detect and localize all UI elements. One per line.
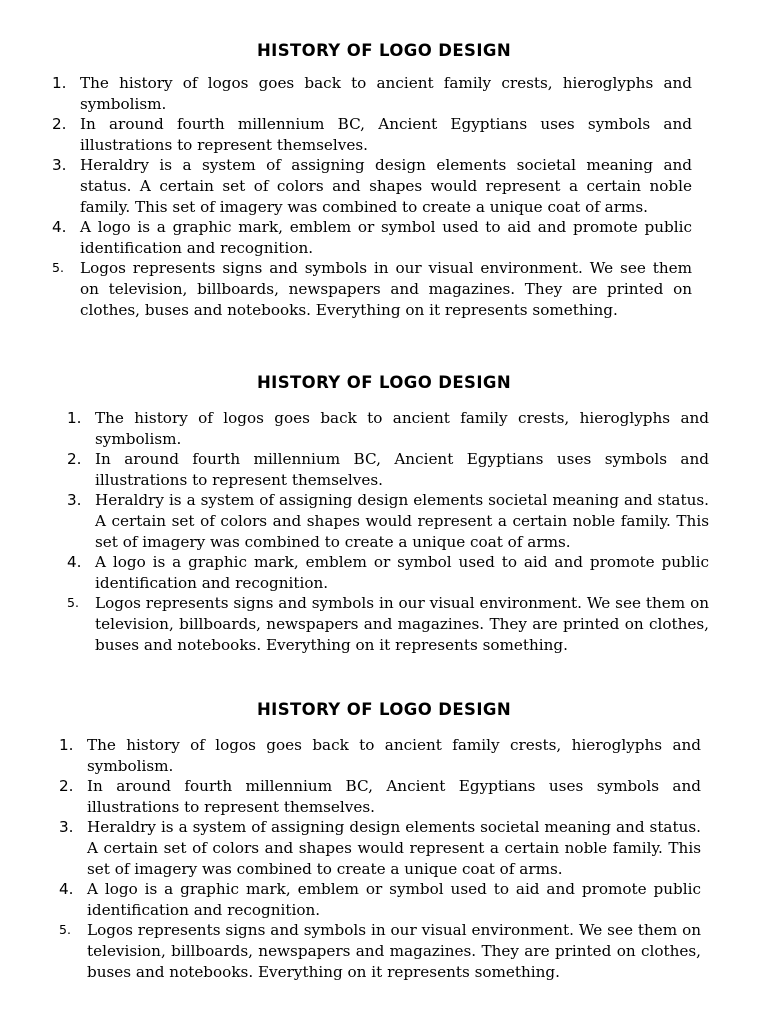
list-item	[67, 552, 709, 593]
item-number: 4.	[52, 218, 67, 237]
list-item	[67, 490, 709, 552]
list-item	[59, 735, 701, 776]
item-text: In around fourth millennium BC, Ancient Egyptians uses symbols and illustrations to represent themselves.	[80, 115, 692, 154]
item-number: 1.	[67, 409, 82, 427]
item-number: 5.	[52, 260, 64, 276]
list-item	[52, 155, 692, 217]
item-text: Logos represents signs and symbols in our visual environment. We see them on television, billboards, newspapers and magazines. They are printed on clothes, buses and notebooks. Everything on it represents something.	[80, 259, 692, 319]
item-number: 5.	[59, 922, 71, 938]
list-item	[59, 776, 701, 817]
list-item	[59, 879, 701, 920]
item-number: 3.	[52, 156, 67, 175]
numbered-list	[52, 73, 692, 320]
list-item	[52, 258, 692, 320]
item-text: A logo is a graphic mark, emblem or symbol used to aid and promote public identification and recognition.	[80, 218, 692, 257]
item-text: Heraldry is a system of assigning design elements societal meaning and status. A certain set of colors and shapes would represent a certain noble family. This set of imagery was combined to create a unique coat of arms.	[95, 491, 709, 551]
section-title: HISTORY OF LOGO DESIGN	[256, 700, 512, 719]
item-number: 2.	[59, 777, 74, 796]
item-text: The history of logos goes back to ancient family crests, hieroglyphs and symbolism.	[87, 736, 701, 775]
item-number: 1.	[52, 74, 67, 92]
item-text: A logo is a graphic mark, emblem or symbol used to aid and promote public identification and recognition.	[87, 880, 701, 919]
list-item	[67, 449, 709, 490]
item-number: 5.	[67, 595, 79, 611]
list-item	[59, 817, 701, 879]
item-text: The history of logos goes back to ancient family crests, hieroglyphs and symbolism.	[95, 409, 709, 448]
item-text: Logos represents signs and symbols in our visual environment. We see them on television, billboards, newspapers and magazines. They are printed on clothes, buses and notebooks. Everything on it represents something.	[95, 594, 709, 654]
numbered-list	[59, 735, 701, 982]
section-title: HISTORY OF LOGO DESIGN	[256, 41, 512, 60]
numbered-list	[67, 408, 709, 655]
list-item	[59, 920, 701, 982]
list-item	[52, 217, 692, 258]
item-number: 4.	[59, 880, 74, 899]
section-title: HISTORY OF LOGO DESIGN	[256, 373, 512, 392]
item-text: A logo is a graphic mark, emblem or symbol used to aid and promote public identification and recognition.	[95, 553, 709, 592]
list-item	[67, 593, 709, 655]
item-text: In around fourth millennium BC, Ancient Egyptians uses symbols and illustrations to represent themselves.	[95, 450, 709, 489]
item-number: 2.	[67, 450, 82, 469]
list-item	[52, 73, 692, 114]
item-number: 1.	[59, 736, 74, 754]
list-item	[67, 408, 709, 449]
item-text: Logos represents signs and symbols in our visual environment. We see them on television, billboards, newspapers and magazines. They are printed on clothes, buses and notebooks. Everything on it represents something.	[87, 921, 701, 981]
item-number: 3.	[59, 818, 74, 837]
list-item	[52, 114, 692, 155]
item-text: Heraldry is a system of assigning design elements societal meaning and status. A certain set of colors and shapes would represent a certain noble family. This set of imagery was combined to create a unique coat of arms.	[80, 156, 692, 216]
item-text: The history of logos goes back to ancient family crests, hieroglyphs and symbolism.	[80, 74, 692, 113]
item-text: In around fourth millennium BC, Ancient Egyptians uses symbols and illustrations to represent themselves.	[87, 777, 701, 816]
item-number: 2.	[52, 115, 67, 134]
item-number: 3.	[67, 491, 82, 510]
item-text: Heraldry is a system of assigning design elements societal meaning and status. A certain set of colors and shapes would represent a certain noble family. This set of imagery was combined to create a unique coat of arms.	[87, 818, 701, 878]
item-number: 4.	[67, 553, 82, 572]
